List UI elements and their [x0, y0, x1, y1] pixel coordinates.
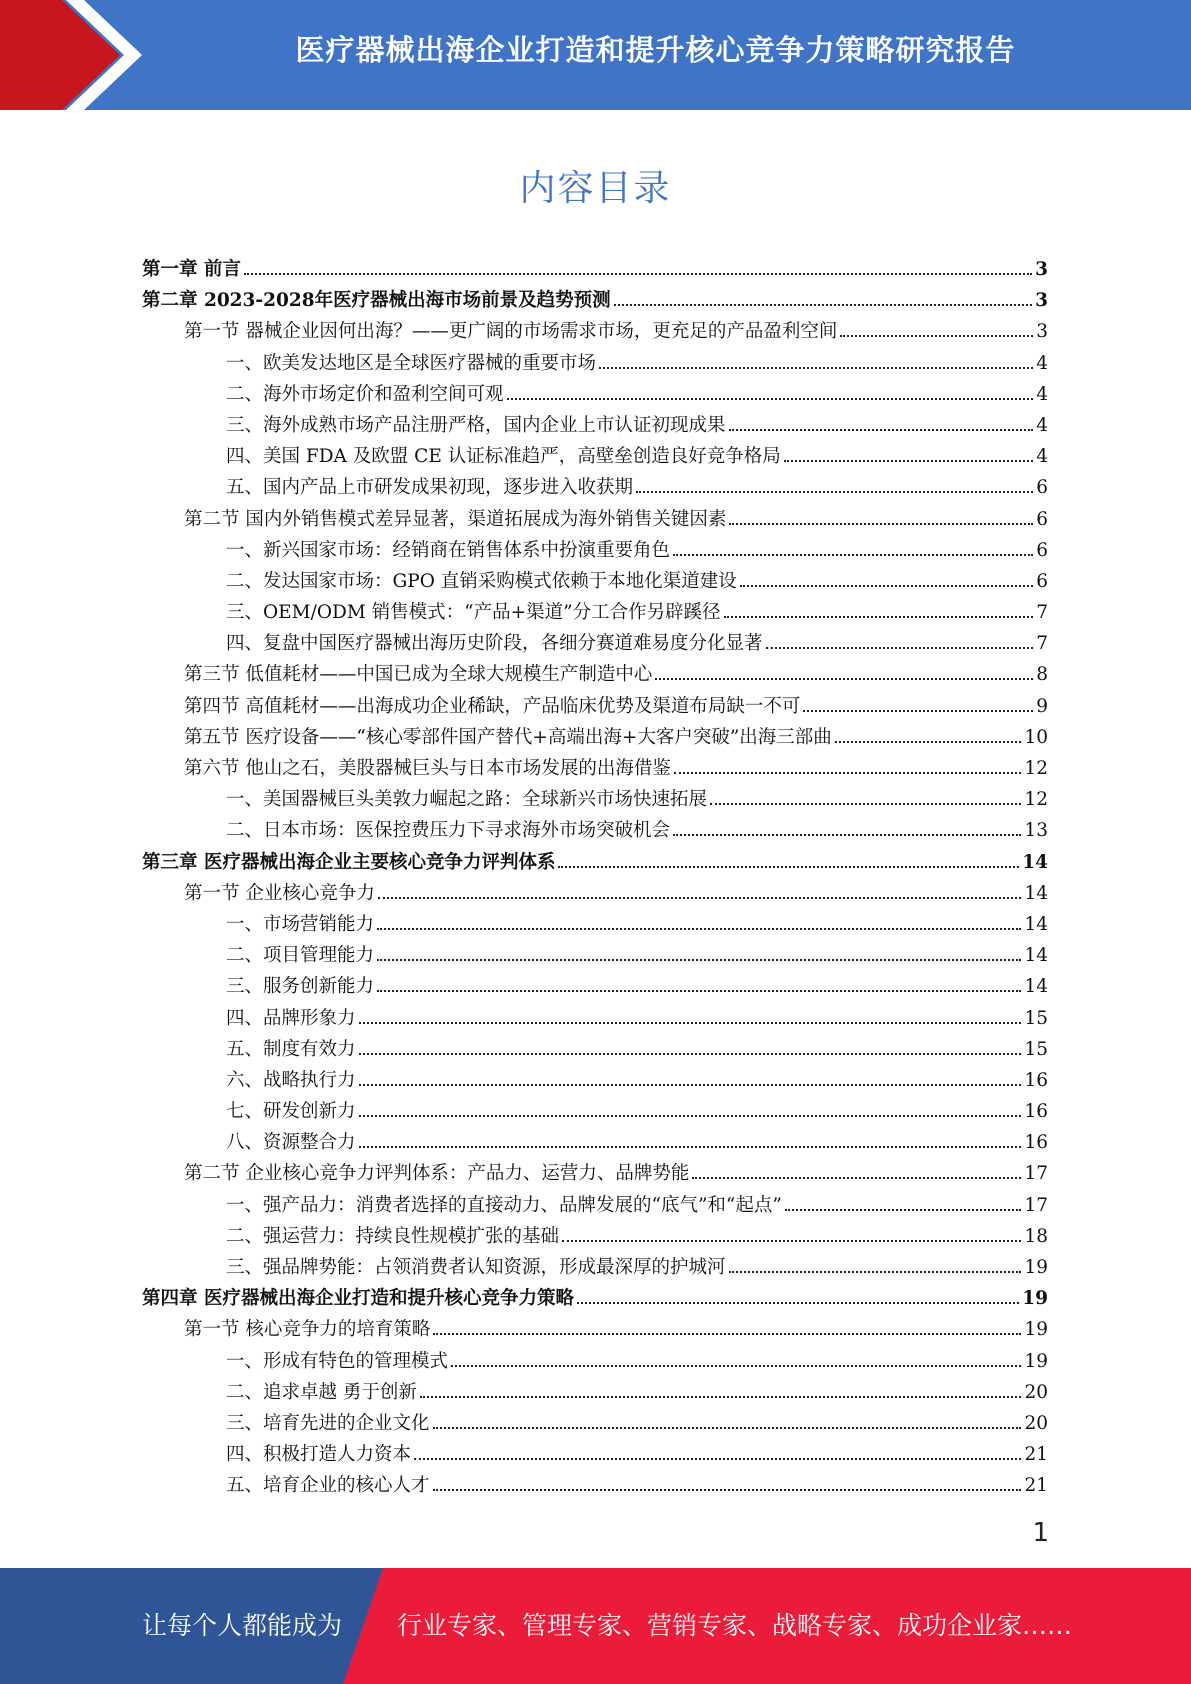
toc-entry-page: 12 — [1024, 789, 1048, 811]
toc-entry-title: 一、新兴国家市场：经销商在销售体系中扮演重要角色 — [226, 539, 671, 561]
toc-entry-title: 第一章 前言 — [142, 259, 241, 280]
toc-entry[interactable] — [142, 1004, 1048, 1035]
toc-entry[interactable] — [142, 1315, 1048, 1346]
toc-entry-title: 第二节 企业核心竞争力评判体系：产品力、运营力、品牌势能 — [184, 1163, 690, 1185]
dot-leader — [673, 554, 1033, 556]
dot-leader — [558, 866, 1019, 868]
toc-entry-title: 四、积极打造人力资本 — [226, 1444, 412, 1466]
dot-leader — [451, 1365, 1021, 1367]
toc-entry-page: 7 — [1036, 633, 1048, 655]
toc-entry[interactable] — [142, 255, 1048, 286]
toc-entry-title: 五、国内产品上市研发成果初现，逐步进入收获期 — [226, 477, 634, 499]
dot-leader — [673, 834, 1021, 836]
toc-entry-page: 19 — [1024, 1350, 1048, 1372]
toc-entry-page: 20 — [1024, 1412, 1048, 1434]
dot-leader — [835, 741, 1022, 743]
toc-entry[interactable] — [142, 754, 1048, 785]
toc-entry-page: 14 — [1024, 976, 1048, 998]
dot-leader — [692, 1177, 1021, 1179]
report-header — [0, 0, 1191, 110]
dot-leader — [378, 897, 1022, 899]
dot-leader — [562, 1240, 1021, 1242]
dot-leader — [377, 990, 1021, 992]
toc-entry-page: 20 — [1024, 1381, 1048, 1403]
dot-leader — [433, 1333, 1021, 1335]
dot-leader — [507, 398, 1034, 400]
dot-leader — [359, 1022, 1022, 1024]
toc-entry-title: 一、强产品力：消费者选择的直接动力、品牌发展的“底气”和“起点” — [226, 1194, 782, 1216]
toc-entry[interactable] — [142, 1191, 1048, 1222]
footer-lead-text: 让每个人都能成为 — [142, 1611, 343, 1640]
toc-entry-title: 四、美国 FDA 及欧盟 CE 认证标准趋严，高壁垒创造良好竞争格局 — [226, 446, 781, 468]
dot-leader — [614, 304, 1033, 306]
toc-entry-page: 21 — [1024, 1444, 1048, 1466]
toc-entry[interactable] — [142, 1097, 1048, 1128]
toc-entry[interactable] — [142, 660, 1048, 691]
toc-entry[interactable] — [142, 972, 1048, 1003]
toc-entry[interactable] — [142, 848, 1048, 879]
toc-entry-title: 第四章 医疗器械出海企业打造和提升核心竞争力策略 — [142, 1288, 574, 1310]
toc-entry-title: 第二节 国内外销售模式差异显著，渠道拓展成为海外销售关键因素 — [184, 508, 727, 530]
toc-entry-title: 二、追求卓越 勇于创新 — [226, 1381, 417, 1403]
dot-leader — [359, 1146, 1022, 1148]
dot-leader — [729, 429, 1034, 431]
toc-entry-title: 二、项目管理能力 — [226, 945, 375, 967]
toc-entry-page: 18 — [1024, 1225, 1048, 1247]
page-number: 1 — [1032, 1518, 1049, 1548]
toc-entry-page: 19 — [1022, 1288, 1048, 1310]
toc-entry[interactable] — [142, 536, 1048, 567]
toc-entry-title: 第二章 2023-2028年医疗器械出海市场前景及趋势预测 — [142, 290, 611, 312]
toc-entry[interactable] — [142, 598, 1048, 629]
toc-entry-page: 4 — [1036, 414, 1048, 436]
toc-entry-page: 9 — [1036, 695, 1048, 717]
toc-entry[interactable] — [142, 629, 1048, 660]
toc-entry-title: 三、海外成熟市场产品注册严格，国内企业上市认证初现成果 — [226, 414, 726, 436]
toc-entry[interactable] — [142, 1409, 1048, 1440]
toc-entry-page: 17 — [1024, 1194, 1048, 1216]
toc-entry-page: 14 — [1024, 945, 1048, 967]
toc-entry-title: 二、发达国家市场：GPO 直销采购模式依赖于本地化渠道建设 — [226, 570, 737, 592]
toc-entry-page: 15 — [1024, 1038, 1048, 1060]
dot-leader — [729, 523, 1033, 525]
toc-entry[interactable] — [142, 785, 1048, 816]
dot-leader — [636, 491, 1033, 493]
toc-entry[interactable] — [142, 941, 1048, 972]
toc-entry-page: 4 — [1036, 352, 1048, 374]
toc-entry-page: 17 — [1024, 1163, 1048, 1185]
toc-entry-title: 第一节 企业核心竞争力 — [184, 882, 375, 904]
toc-entry-title: 四、品牌形象力 — [226, 1007, 356, 1029]
toc-entry[interactable] — [142, 1284, 1048, 1315]
toc-entry[interactable] — [142, 317, 1048, 348]
dot-leader — [359, 1084, 1022, 1086]
toc-entry-page: 7 — [1036, 602, 1048, 624]
toc-entry[interactable] — [142, 349, 1048, 380]
toc-entry-page: 13 — [1024, 820, 1048, 842]
toc-entry[interactable] — [142, 816, 1048, 847]
toc-entry[interactable] — [142, 505, 1048, 536]
toc-entry[interactable] — [142, 567, 1048, 598]
toc-entry-title: 一、市场营销能力 — [226, 913, 375, 935]
dot-leader — [377, 928, 1021, 930]
toc-entry-page: 3 — [1035, 259, 1048, 280]
toc-entry-title: 三、培育先进的企业文化 — [226, 1412, 430, 1434]
dot-leader — [785, 1209, 1022, 1211]
toc-entry-title: 第六节 他山之石，美股器械巨头与日本市场发展的出海借鉴 — [184, 758, 671, 779]
dot-leader — [655, 678, 1033, 680]
toc-entry[interactable] — [142, 910, 1048, 941]
dot-leader — [724, 616, 1034, 618]
toc-entry-title: 一、形成有特色的管理模式 — [226, 1350, 449, 1372]
dot-leader — [433, 1489, 1022, 1491]
toc-entry-title: 第一节 核心竞争力的培育策略 — [184, 1319, 431, 1341]
toc-entry[interactable] — [142, 723, 1048, 754]
footer-roles-text: 行业专家、管理专家、营销专家、战略专家、成功企业家…… — [397, 1611, 1073, 1640]
dot-leader — [740, 585, 1033, 587]
toc-entry[interactable] — [142, 1347, 1048, 1378]
dot-leader — [244, 273, 1032, 275]
toc-entry-page: 6 — [1036, 570, 1048, 592]
toc-entry[interactable] — [142, 1035, 1048, 1066]
toc-entry[interactable] — [142, 1066, 1048, 1097]
report-title: 医疗器械出海企业打造和提升核心竞争力策略研究报告 — [295, 33, 1016, 67]
dot-leader — [784, 460, 1034, 462]
toc-entry[interactable] — [142, 411, 1048, 442]
toc-entry-title: 五、制度有效力 — [226, 1038, 356, 1060]
toc-entry-page: 14 — [1024, 882, 1048, 904]
dot-leader — [359, 1115, 1022, 1117]
dot-leader — [577, 1302, 1019, 1304]
toc-entry-page: 14 — [1024, 913, 1048, 935]
dot-leader — [840, 335, 1033, 337]
toc-entry[interactable] — [142, 692, 1048, 723]
dot-leader — [599, 367, 1033, 369]
toc-entry-title: 四、复盘中国医疗器械出海历史阶段，各细分赛道难易度分化显著 — [226, 633, 763, 655]
toc-entry-title: 第三节 低值耗材——中国已成为全球大规模生产制造中心 — [184, 664, 653, 686]
toc-entry-title: 二、海外市场定价和盈利空间可观 — [226, 383, 504, 405]
toc-entry[interactable] — [142, 1378, 1048, 1409]
dot-leader — [729, 1271, 1022, 1273]
toc-entry-title: 二、强运营力：持续良性规模扩张的基础 — [226, 1225, 560, 1247]
chevron-logo-icon — [0, 0, 150, 110]
toc-entry-page: 3 — [1036, 321, 1048, 343]
toc-entry-title: 五、培育企业的核心人才 — [226, 1475, 430, 1497]
toc-entry-page: 16 — [1024, 1101, 1048, 1123]
toc-heading: 内容目录 — [519, 168, 672, 209]
toc-entry[interactable] — [142, 442, 1048, 473]
dot-leader — [433, 1427, 1022, 1429]
toc-entry-title: 第三章 医疗器械出海企业主要核心竞争力评判体系 — [142, 851, 556, 873]
toc-entry-page: 16 — [1024, 1132, 1048, 1154]
toc-entry-title: 一、欧美发达地区是全球医疗器械的重要市场 — [226, 352, 597, 374]
toc-entry[interactable] — [142, 1253, 1048, 1284]
dot-leader — [710, 803, 1021, 805]
toc-entry-page: 16 — [1024, 1069, 1048, 1091]
toc-entry[interactable] — [142, 1440, 1048, 1471]
toc-entry[interactable] — [142, 1222, 1048, 1253]
toc-entry-page: 12 — [1024, 758, 1048, 779]
toc-entry-page: 6 — [1036, 508, 1048, 530]
toc-entry-page: 15 — [1024, 1007, 1048, 1029]
toc-entry-title: 三、OEM/ODM 销售模式：“产品+渠道”分工合作另辟蹊径 — [226, 602, 721, 624]
toc-entry-title: 一、美国器械巨头美敦力崛起之路：全球新兴市场快速拓展 — [226, 789, 708, 811]
toc-entry-page: 4 — [1036, 383, 1048, 405]
dot-leader — [766, 647, 1034, 649]
toc-entry[interactable] — [142, 1471, 1048, 1502]
dot-leader — [359, 1053, 1022, 1055]
toc-entry-title: 三、强品牌势能：占领消费者认知资源，形成最深厚的护城河 — [226, 1257, 726, 1278]
toc-entry-title: 第五节 医疗设备——“核心零部件国产替代+高端出海+大客户突破”出海三部曲 — [184, 726, 832, 748]
toc-entry-page: 21 — [1024, 1475, 1048, 1497]
toc-entry-page: 3 — [1035, 290, 1048, 312]
toc-entry-title: 第一节 器械企业因何出海？——更广阔的市场需求市场，更充足的产品盈利空间 — [184, 321, 838, 343]
toc-entry-page: 19 — [1024, 1319, 1048, 1341]
toc-entry-title: 二、日本市场：医保控费压力下寻求海外市场突破机会 — [226, 820, 671, 842]
toc-entry-title: 八、资源整合力 — [226, 1132, 356, 1154]
toc-entry-page: 10 — [1024, 726, 1048, 748]
dot-leader — [803, 710, 1033, 712]
toc-entry-page: 19 — [1024, 1257, 1048, 1278]
toc-entry-page: 6 — [1036, 539, 1048, 561]
toc-entry-title: 六、战略执行力 — [226, 1069, 356, 1091]
toc-entry-page: 14 — [1022, 851, 1048, 873]
dot-leader — [414, 1458, 1021, 1460]
toc-entry-title: 三、服务创新能力 — [226, 976, 375, 998]
toc-entry-title: 七、研发创新力 — [226, 1101, 356, 1123]
toc-entry[interactable] — [142, 286, 1048, 317]
toc-entry-title: 第四节 高值耗材——出海成功企业稀缺，产品临床优势及渠道布局缺一不可 — [184, 695, 801, 717]
report-footer — [0, 1568, 1191, 1684]
toc-entry[interactable] — [142, 473, 1048, 504]
toc-entry[interactable] — [142, 1159, 1048, 1190]
dot-leader — [674, 772, 1022, 774]
toc-entry[interactable] — [142, 380, 1048, 411]
toc-entry-page: 4 — [1036, 446, 1048, 468]
toc-entry-page: 6 — [1036, 477, 1048, 499]
dot-leader — [420, 1396, 1022, 1398]
toc-entry-page: 8 — [1036, 664, 1048, 686]
table-of-contents — [142, 255, 1048, 1503]
toc-entry[interactable] — [142, 1128, 1048, 1159]
toc-entry[interactable] — [142, 879, 1048, 910]
dot-leader — [377, 959, 1021, 961]
